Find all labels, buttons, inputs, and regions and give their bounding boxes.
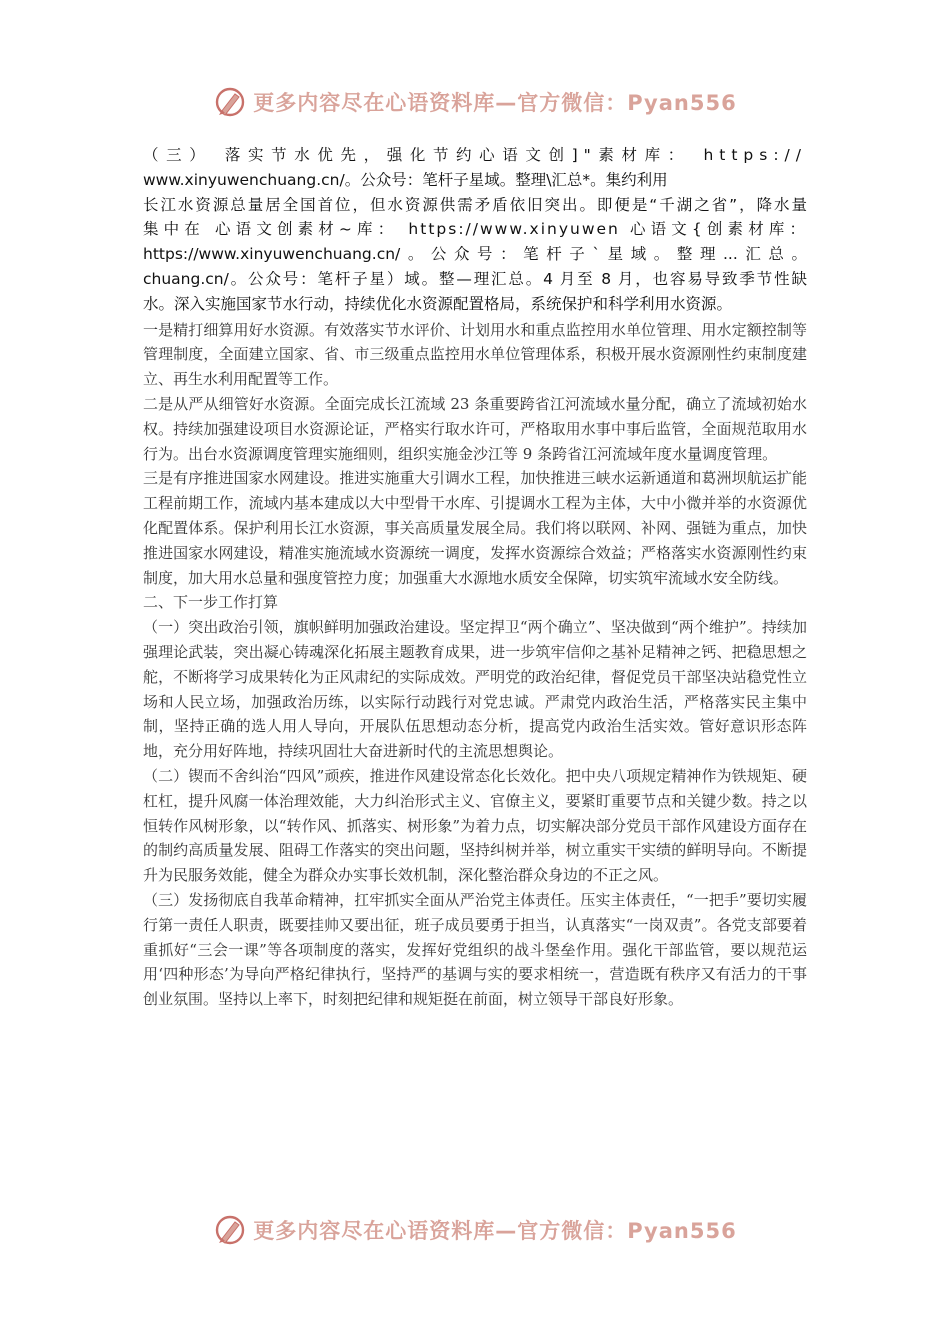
intro-block <box>143 143 807 317</box>
footer-banner <box>0 1210 950 1250</box>
paragraph: （二）锲而不舍纠治“四风”顽疾，推进作风建设常态化长效化。把中央八项规定精神作为铁规矩、硬杠杠，提升风腐一体治理效能，大力纠治形式主义、官僚主义，要紧盯重要节点和关键少数。持之以恒转作风树形象，以“转作风、抓落实、树形象”为着力点，切实解决部分党员干部作风建设方面存在的制约高质量发展、阻碍工作落实的突出问题，坚持纠树并举，树立重实干实绩的鲜明导向。不断提升为民服务效能，健全为群众办实事长效机制，深化整治群众身边的不正之风。 <box>143 766 807 885</box>
header-banner <box>0 82 950 122</box>
intro-line: 长江水资源总量居全国首位，但水资源供需矛盾依旧突出。即便是“千湖之省”，降水量 <box>143 195 807 214</box>
body-text <box>143 318 807 1012</box>
intro-line: 水。深入实施国家节水行动，持续优化水资源配置格局，系统保护和科学利用水资源。 <box>143 294 733 313</box>
intro-line: 集中在 心语文创素材~库： https://www.xinyuwen 心语文{创素材库： <box>143 220 807 239</box>
paragraph: 一是精打细算用好水资源。有效落实节水评价、计划用水和重点监控用水单位管理、用水定额控制等管理制度，全面建立国家、省、市三级重点监控用水单位管理体系，积极开展水资源刚性约束制度建立、再生水利用配置等工作。 <box>143 320 807 389</box>
intro-line: chuang.cn/。公众号：笔杆子星）域。整—理汇总。4 月至 8 月，也容易导致季节性缺 <box>143 269 807 288</box>
paragraph: （一）突出政治引领，旗帜鲜明加强政治建设。坚定捍卫“两个确立”、坚决做到“两个维护”。持续加强理论武装，突出凝心铸魂深化拓展主题教育成果，进一步筑牢信仰之基补足精神之钙、把稳思想之舵，不断将学习成果转化为正风肃纪的实际成效。严明党的政治纪律，督促党员干部坚决站稳党性立场和人民立场，加强政治历练，以实际行动践行对党忠诚。严肃党内政治生活，严格落实民主集中制，坚持正确的选人用人导向，开展队伍思想动态分析，提高党内政治生活实效。管好意识形态阵地，充分用好阵地，持续巩固壮大奋进新时代的主流思想舆论。 <box>143 618 807 761</box>
intro-line: www.xinyuwenchuang.cn/。公众号：笔杆子星域。整理\汇总*。集约利用 <box>143 170 668 189</box>
paragraph: 二是从严从细管好水资源。全面完成长江流域 23 条重要跨省江河流域水量分配，确立了流域初始水权。持续加强建设项目水资源论证，严格实行取水许可，严格取用水事中事后监管，全面规范取用水行为。出台水资源调度管理实施细则，组织实施金沙江等 9 条跨省江河流域年度水量调度管理。 <box>143 394 807 463</box>
section-heading: 二、下一步工作打算 <box>143 593 279 612</box>
intro-line: （三） 落实节水优先，强化节约心语文创]"素材库： https:// <box>143 146 807 164</box>
pen-nib-logo-icon <box>213 1213 247 1247</box>
paragraph: （三）发扬彻底自我革命精神，扛牢抓实全面从严治党主体责任。压实主体责任，“一把手”要切实履行第一责任人职责，既要挂帅又要出征，班子成员要勇于担当，认真落实“一岗双责”。各党支部要着重抓好“三会一课”等各项制度的落实，发挥好党组织的战斗堡垒作用。强化干部监管，要以规范运用‘四种形态’为导向严格纪律执行，坚持严的基调与实的要求相统一，营造既有秩序又有活力的干事创业氛围。坚持以上率下，时刻把纪律和规矩挺在前面，树立领导干部良好形象。 <box>143 890 807 1009</box>
banner-text: 更多内容尽在心语资料库—官方微信：Pyan556 <box>253 91 737 115</box>
pen-nib-logo-icon <box>213 85 247 119</box>
paragraph: 三是有序推进国家水网建设。推进实施重大引调水工程，加快推进三峡水运新通道和葛洲坝航运扩能工程前期工作，流域内基本建成以大中型骨干水库、引提调水工程为主体，大中小微并举的水资源优化配置体系。保护利用长江水资源，事关高质量发展全局。我们将以联网、补网、强链为重点，加快推进国家水网建设，精准实施流域水资源统一调度，发挥水资源综合效益；严格落实水资源刚性约束制度，加大用水总量和强度管控力度；加强重大水源地水质安全保障，切实筑牢流域水安全防线。 <box>143 469 807 587</box>
banner-text: 更多内容尽在心语资料库—官方微信：Pyan556 <box>253 1219 737 1243</box>
document-content <box>143 143 807 1012</box>
intro-line: https://www.xinyuwenchuang.cn/。公众号：笔杆子`星域。整理...汇总。 <box>143 245 807 264</box>
